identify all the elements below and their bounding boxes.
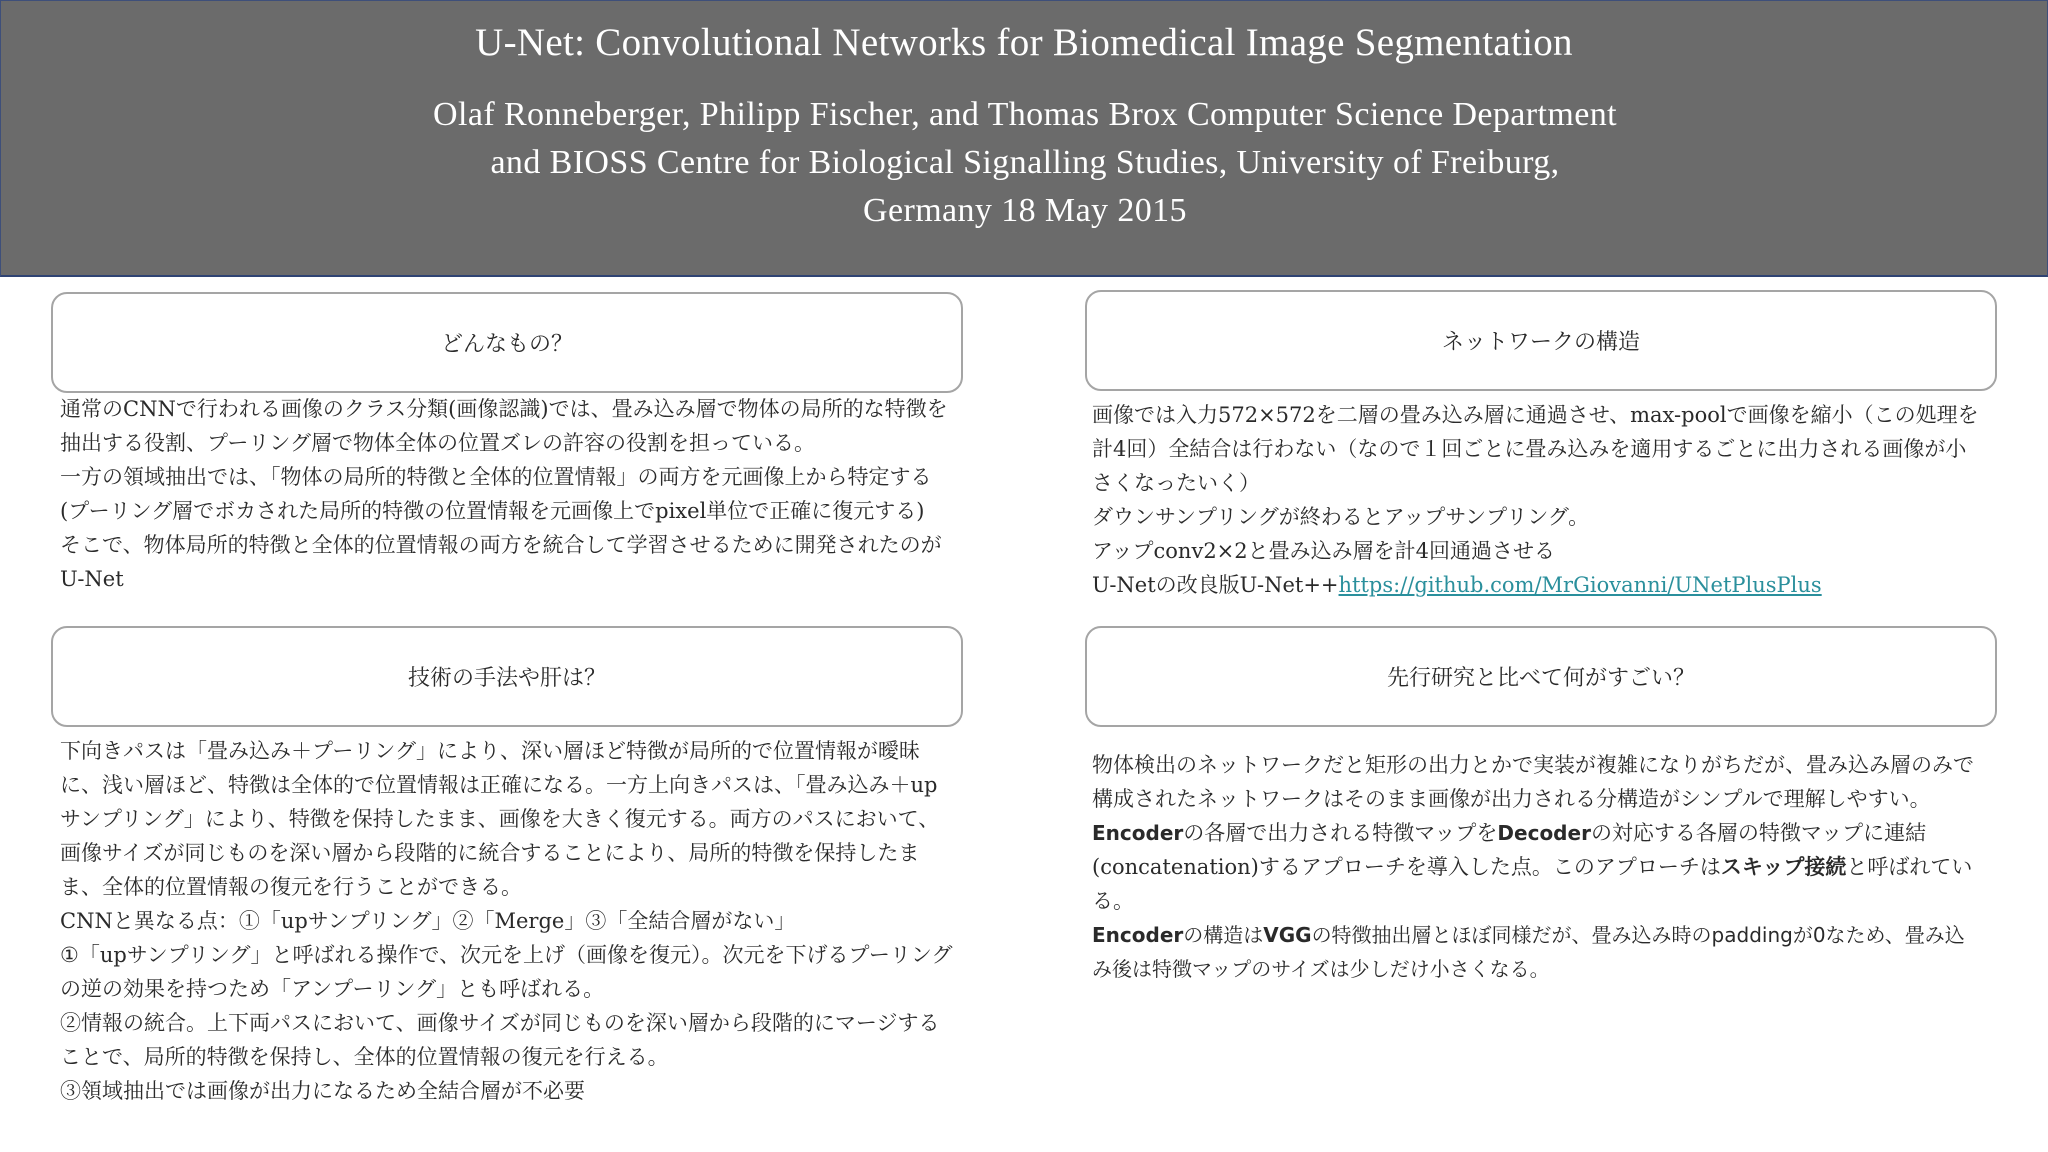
section-body-novelty bbox=[1092, 748, 1982, 986]
network-paragraph-4 bbox=[1092, 568, 1982, 602]
section-body-what bbox=[60, 392, 958, 596]
novelty-paragraph-1: 物体検出のネットワークだと矩形の出力とかで実装が複雑になりがちだが、畳み込み層のみで構成されたネットワークはそのまま画像が出力される分構造がシンプルで理解しやすい。 bbox=[1092, 753, 1974, 811]
section-body-technique bbox=[60, 734, 958, 1108]
what-paragraph-2: 一方の領域抽出では、「物体の局所的特徴と全体的位置情報」の両方を元画像上から特定する(プーリング層でボカされた局所的特徴の位置情報を元画像上でpixel単位で正確に復元する) bbox=[60, 465, 932, 523]
technique-paragraph-5: ③領域抽出では画像が出力になるため全結合層が不必要 bbox=[60, 1079, 585, 1103]
section-heading-what-label: どんなもの？ bbox=[440, 332, 573, 357]
novelty-p3-mid: の構造は bbox=[1183, 923, 1264, 947]
novelty-vgg-term: VGG bbox=[1263, 923, 1312, 947]
technique-paragraph-3: ①「upサンプリング」と呼ばれる操作で、次元を上げ（画像を復元）。次元を下げるプーリングの逆の効果を持つため「アンプーリング」とも呼ばれる。 bbox=[60, 943, 953, 1001]
novelty-p3-end: の特徴抽出層とほぼ同様だが、畳み込み時のpaddingが0なため、畳み込み後は特徴マップのサイズは少しだけ小さくなる。 bbox=[1092, 923, 1965, 981]
novelty-paragraph-3 bbox=[1092, 918, 1982, 986]
network-improved-prefix: U-Netの改良版U-Net++ bbox=[1092, 573, 1339, 597]
section-heading-novelty bbox=[1085, 626, 1997, 727]
network-paragraph-3: アップconv2×2と畳み込み層を計4回通過させる bbox=[1092, 539, 1555, 563]
novelty-p2-mid1: の各層で出力される特徴マップを bbox=[1183, 821, 1498, 845]
section-heading-technique-label: 技術の手法や肝は？ bbox=[407, 666, 606, 691]
technique-paragraph-2: CNNと異なる点：①「upサンプリング」②「Merge」③「全結合層がない」 bbox=[60, 909, 796, 933]
what-paragraph-3: そこで、物体局所的特徴と全体的位置情報の両方を統合して学習させるために開発されたのがU-Net bbox=[60, 533, 942, 591]
paper-header bbox=[0, 0, 2048, 277]
network-paragraph-2: ダウンサンプリングが終わるとアップサンプリング。 bbox=[1092, 505, 1590, 529]
novelty-encoder-term: Encoder bbox=[1092, 821, 1184, 845]
paper-title: U-Net: Convolutional Networks for Biomedical Image Segmentation bbox=[475, 21, 1573, 64]
unetplusplus-link[interactable]: https://github.com/MrGiovanni/UNetPlusPlus bbox=[1338, 573, 1822, 597]
section-heading-what bbox=[51, 292, 963, 393]
section-heading-network bbox=[1085, 290, 1997, 391]
technique-paragraph-4: ②情報の統合。上下両パスにおいて、画像サイズが同じものを深い層から段階的にマージすることで、局所的特徴を保持し、全体的位置情報の復元を行える。 bbox=[60, 1011, 940, 1069]
technique-paragraph-1: 下向きパスは「畳み込み＋プーリング」により、深い層ほど特徴が局所的で位置情報が曖昧に、浅い層ほど、特徴は全体的で位置情報は正確になる。一方上向きパスは、「畳み込み＋upサンプリング」により、特徴を保持したまま、画像を大きく復元する。両方のパスにおいて、画像サイズが同じものを深い層から段階的に統合することにより、局所的特徴を保持したまま、全体的位置情報の復元を行うことができる。 bbox=[60, 739, 940, 899]
section-heading-network-label: ネットワークの構造 bbox=[1441, 330, 1640, 355]
novelty-decoder-term: Decoder bbox=[1497, 821, 1591, 845]
novelty-skip-term: スキップ接続 bbox=[1720, 854, 1847, 879]
section-heading-novelty-label: 先行研究と比べて何がすごい？ bbox=[1386, 666, 1695, 691]
paper-authors: Olaf Ronneberger, Philipp Fischer, and Thomas Brox Computer Science Department and BIOSS Centre for Biological Signalling Studies, University of Freiburg, Germany 18 May 2015 bbox=[433, 96, 1617, 229]
novelty-p2-end: と呼ばれている。 bbox=[1092, 855, 1973, 913]
what-paragraph-1: 通常のCNNで行われる画像のクラス分類(画像認識)では、畳み込み層で物体の局所的な特徴を抽出する役割、プーリング層で物体全体の位置ズレの許容の役割を担っている。 bbox=[60, 397, 948, 455]
section-body-network bbox=[1092, 398, 1982, 602]
network-paragraph-1: 画像では入力572×572を二層の畳み込み層に通過させ、max-poolで画像を縮小（この処理を計4回）全結合は行わない（なので１回ごとに畳み込みを適用するごとに出力される画像が小さくなったいく） bbox=[1092, 403, 1979, 495]
novelty-paragraph-2 bbox=[1092, 816, 1982, 918]
novelty-p3-encoder-term: Encoder bbox=[1092, 923, 1184, 947]
novelty-p2-mid2: の対応する各層の特徴マップに連結(concatenation)するアプローチを導入した点。このアプローチは bbox=[1092, 821, 1927, 879]
section-heading-technique bbox=[51, 626, 963, 727]
